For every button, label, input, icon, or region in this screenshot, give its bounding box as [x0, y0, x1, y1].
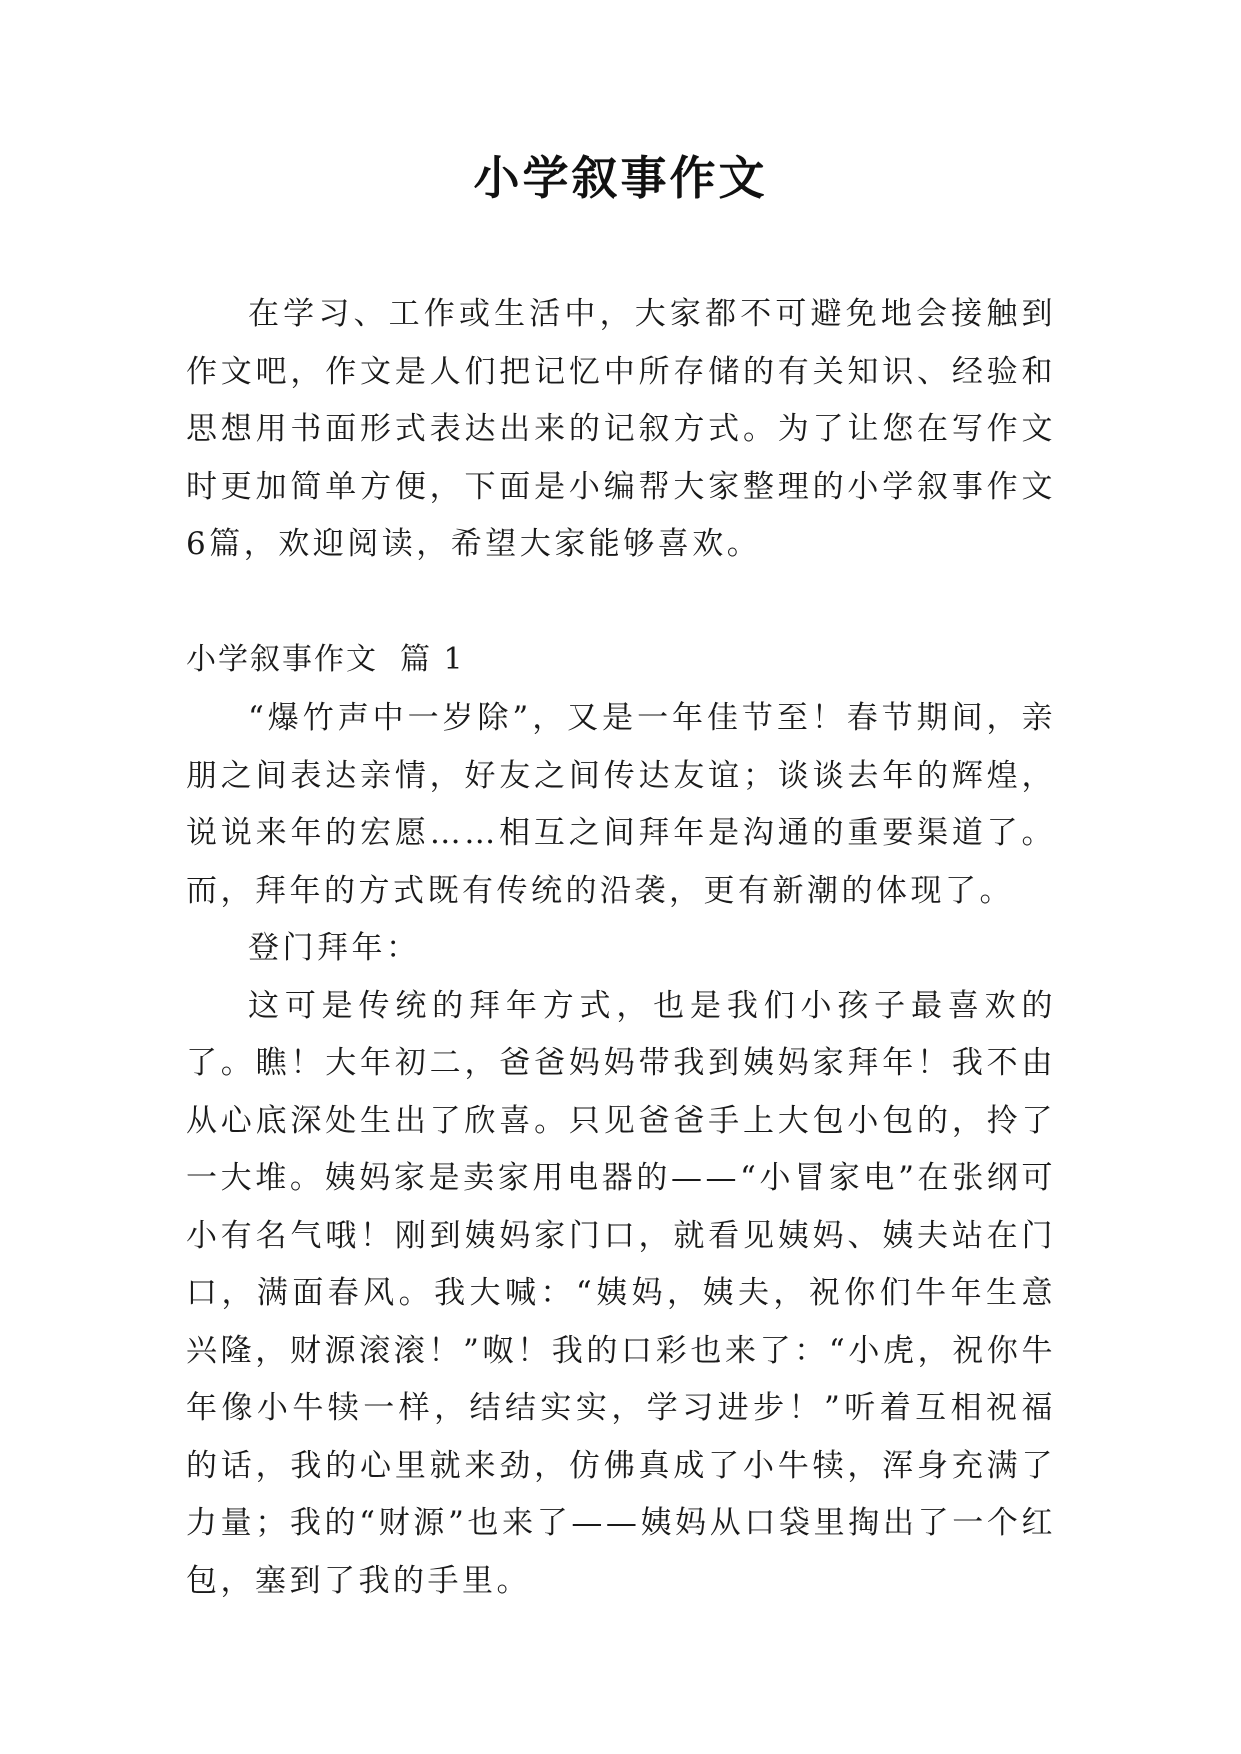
document-title: 小学叙事作文 — [473, 151, 768, 205]
section-body — [186, 690, 1056, 1610]
intro-paragraph: 在学习、工作或生活中，大家都不可避免地会接触到作文吧，作文是人们把记忆中所存储的有关知识、经验和思想用书面形式表达出来的记叙方式。为了让您在写作文时更加简单方便，下面是小编帮大家整理的小学叙事作文6篇，欢迎阅读，希望大家能够喜欢。 — [186, 296, 1056, 562]
section-paragraph-3: 这可是传统的拜年方式，也是我们小孩子最喜欢的了。瞧！大年初二，爸爸妈妈带我到姨妈家拜年！我不由从心底深处生出了欣喜。只见爸爸手上大包小包的，拎了一大堆。姨妈家是卖家用电器的——“小冒家电”在张纲可小有名气哦！刚到姨妈家门口，就看见姨妈、姨夫站在门口，满面春风。我大喊：“姨妈，姨夫，祝你们牛年生意兴隆，财源滚滚！”呶！我的口彩也来了：“小虎，祝你牛年像小牛犊一样，结结实实，学习进步！”听着互相祝福的话，我的心里就来劲，仿佛真成了小牛犊，浑身充满了力量；我的“财源”也来了——姨妈从口袋里掏出了一个红包，塞到了我的手里。 — [186, 987, 1056, 1599]
section-paragraph-2: 登门拜年： — [248, 930, 421, 966]
intro-section — [186, 286, 1056, 574]
section-heading-title: 小学叙事作文 — [186, 642, 378, 677]
section-paragraph-1: “爆竹声中一岁除”，又是一年佳节至！春节期间，亲朋之间表达亲情，好友之间传达友谊；谈谈去年的辉煌，说说来年的宏愿……相互之间拜年是沟通的重要渠道了。而，拜年的方式既有传统的沿袭，更有新潮的体现了。 — [186, 700, 1056, 909]
section-heading — [186, 640, 465, 680]
section-number-label: 篇 1 — [400, 642, 465, 677]
